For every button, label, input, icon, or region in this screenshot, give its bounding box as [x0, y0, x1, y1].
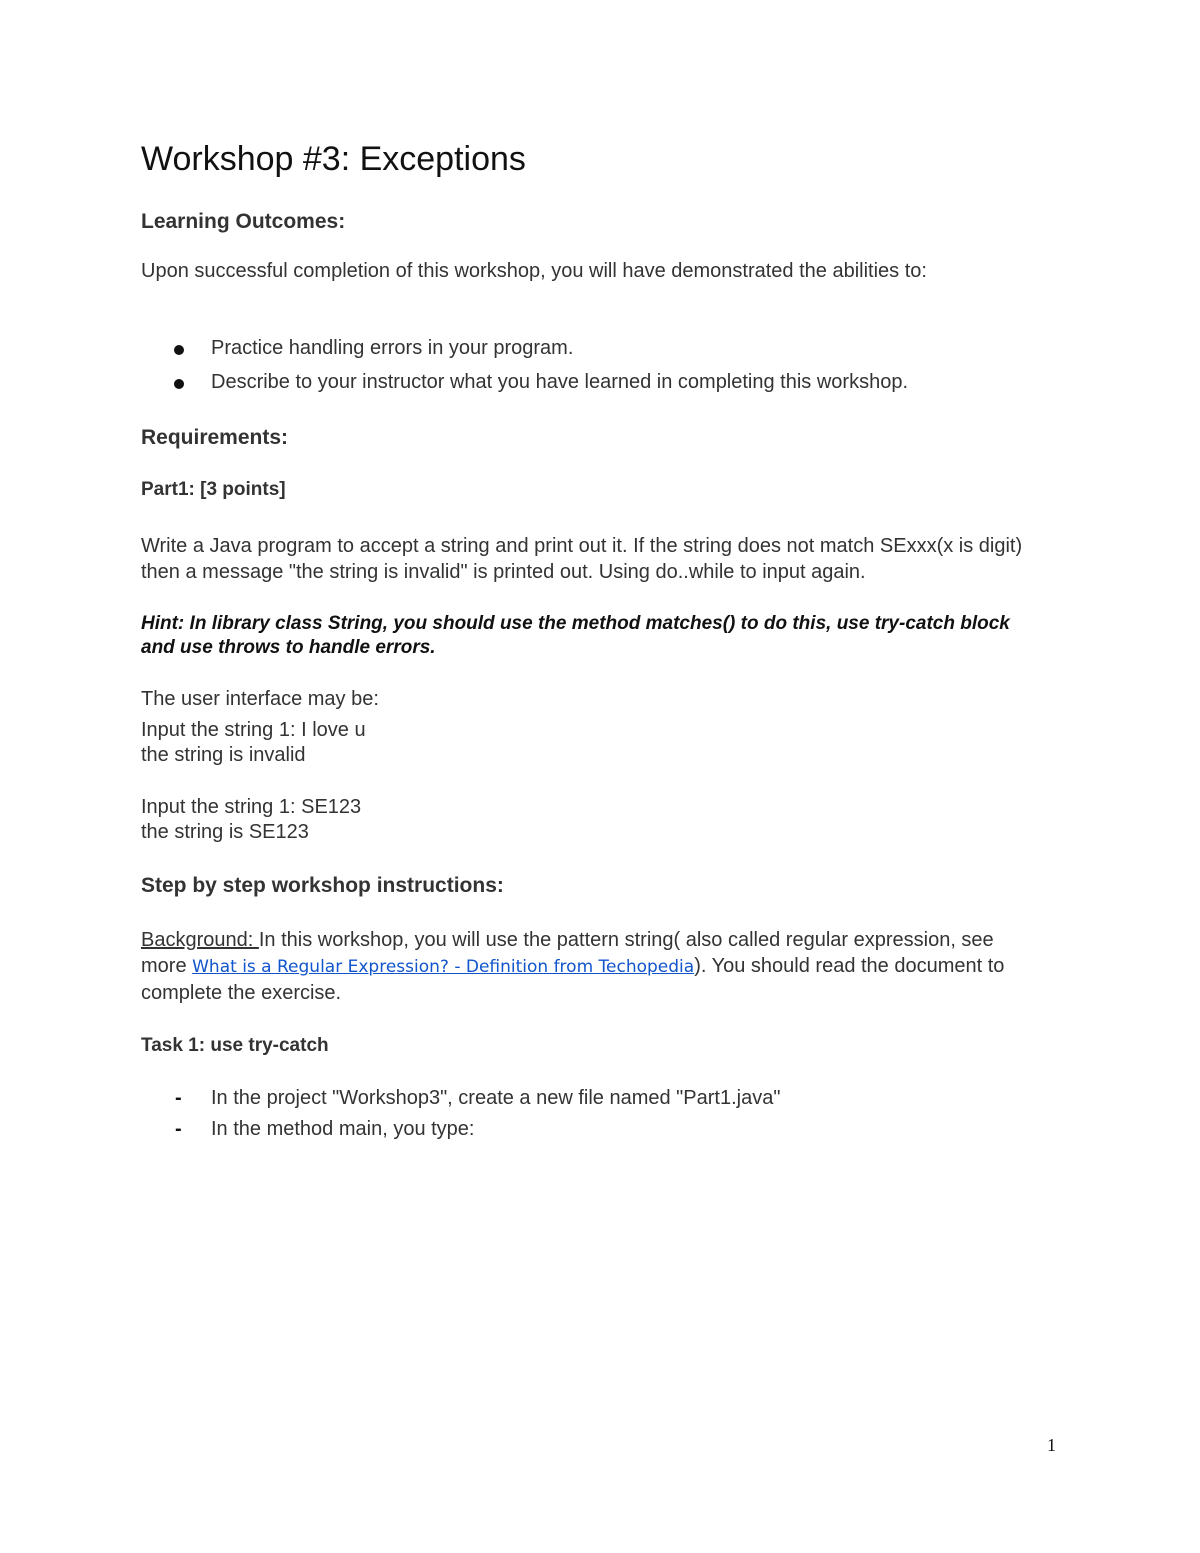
example-output-line: the string is SE123 [141, 821, 309, 843]
example-output-line: the string is invalid [141, 744, 306, 766]
techopedia-link[interactable]: What is a Regular Expression? - Definition from Techopedia [192, 957, 695, 977]
hint-text: Hint: In library class String, you should use the method matches() to do this, use try-catch block and use throws to handle errors. [141, 613, 1010, 658]
background-text-continued: ). You should read the document to complete the exercise. [141, 955, 1005, 1004]
list-item-text: Practice handling errors in your program. [211, 337, 574, 359]
list-item-text: In the method main, you type: [211, 1118, 475, 1140]
learning-outcomes-intro: Upon successful completion of this workshop, you will have demonstrated the abilities to: [141, 260, 927, 282]
background-label: Background: [141, 929, 259, 951]
list-item-text: Describe to your instructor what you have learned in completing this workshop. [211, 371, 909, 393]
dash-marker: - [175, 1087, 182, 1109]
bullet-icon [174, 345, 184, 355]
dash-marker: - [175, 1118, 182, 1140]
background-paragraph [141, 927, 1041, 1006]
learning-outcomes-heading: Learning Outcomes: [141, 210, 346, 233]
example-output-line: Input the string 1: I love u [141, 719, 366, 741]
ui-intro: The user interface may be: [141, 688, 379, 710]
list-item-text: In the project "Workshop3", create a new file named "Part1.java" [211, 1087, 781, 1109]
instructions-heading: Step by step workshop instructions: [141, 874, 504, 897]
part1-heading: Part1: [3 points] [141, 479, 286, 500]
requirements-heading: Requirements: [141, 426, 289, 449]
page-number: 1 [1047, 1435, 1056, 1455]
page-title: Workshop #3: Exceptions [141, 140, 526, 178]
bullet-icon [174, 379, 184, 389]
task1-heading: Task 1: use try-catch [141, 1035, 329, 1056]
background-text: In this workshop, you will use the pattern string( also called regular expression, see more [141, 929, 994, 977]
example-output-line: Input the string 1: SE123 [141, 796, 362, 818]
part1-description: Write a Java program to accept a string and print out it. If the string does not match SExxx(x is digit) then a message "the string is invalid" is printed out. Using do..while to input again. [141, 535, 1023, 583]
